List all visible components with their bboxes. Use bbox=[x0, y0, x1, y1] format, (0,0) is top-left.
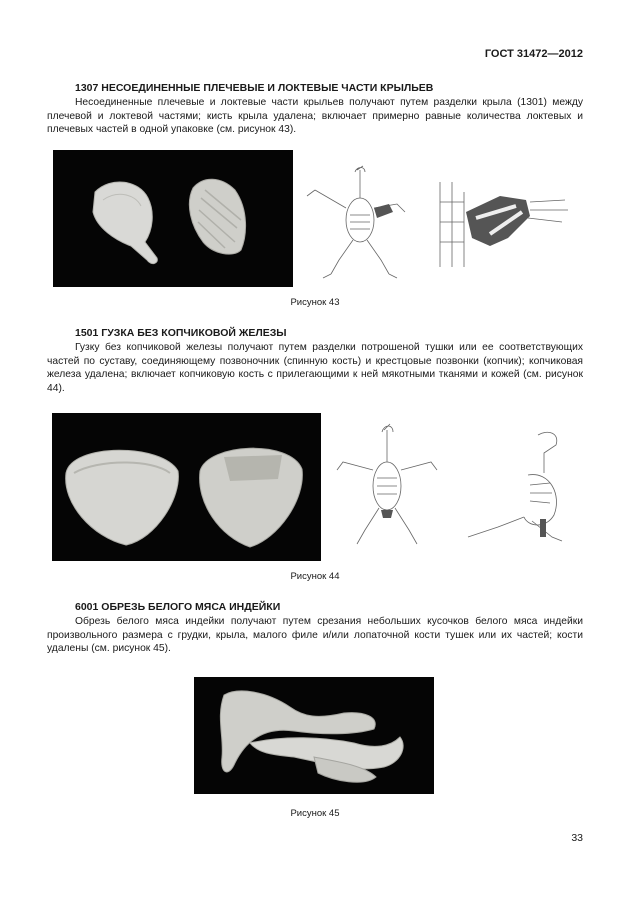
section-title-1307: 1307 НЕСОЕДИНЕННЫЕ ПЛЕЧЕВЫЕ И ЛОКТЕВЫЕ ЧАСТИ КРЫЛЬЕВ bbox=[75, 82, 434, 94]
photo-wing-parts bbox=[53, 150, 293, 287]
turkey-trim-illustration bbox=[194, 677, 434, 794]
section-text-1307: Несоединенные плечевые и локтевые части крыльев получают путем разделки крыла (1301) между плечевой и локтевой частями; кисть крыла удалена; включает примерно равные количества локтевых и плечевых частей в одной упаковке (см. рисунок 43). bbox=[47, 97, 583, 136]
page-number: 33 bbox=[571, 832, 583, 844]
tail-parts-illustration bbox=[52, 413, 321, 561]
figure-caption-44: Рисунок 44 bbox=[290, 571, 340, 582]
section-title-1501: 1501 ГУЗКА БЕЗ КОПЧИКОВОЙ ЖЕЛЕЗЫ bbox=[75, 327, 287, 339]
bird-skeleton-diagram-44a bbox=[335, 418, 440, 553]
photo-turkey-trim bbox=[194, 677, 434, 794]
wing-closeup-diagram-43b bbox=[430, 182, 570, 267]
figure-caption-45: Рисунок 45 bbox=[290, 808, 340, 819]
section-title-6001: 6001 ОБРЕЗЬ БЕЛОГО МЯСА ИНДЕЙКИ bbox=[75, 601, 281, 613]
figure-caption-43: Рисунок 43 bbox=[290, 297, 340, 308]
section-text-1501: Гузку без копчиковой железы получают путем разделки потрошеной тушки или ее соответствующих частей по суставу, соединяющему позвоночник (спинную кость) и крестцовые позвонки (копчик); копчиковая железа удалена; включает копчиковую кость с прилегающими к ней мякотными тканями и кожей (см. рисунок 44). bbox=[47, 342, 583, 394]
document-id-header: ГОСТ 31472—2012 bbox=[484, 48, 583, 60]
photo-tail-parts bbox=[52, 413, 321, 561]
bird-skeleton-diagram-44b bbox=[458, 425, 578, 543]
wing-parts-illustration bbox=[53, 150, 293, 287]
section-text-6001: Обрезь белого мяса индейки получают путем срезания небольших кусочков белого мяса индейки произвольного размера с грудки, крыла, малого филе и/или лопаточной кости тушек или их частей; кости удалены (см. рисунок 45). bbox=[47, 616, 583, 655]
bird-skeleton-diagram-43a bbox=[305, 160, 415, 280]
